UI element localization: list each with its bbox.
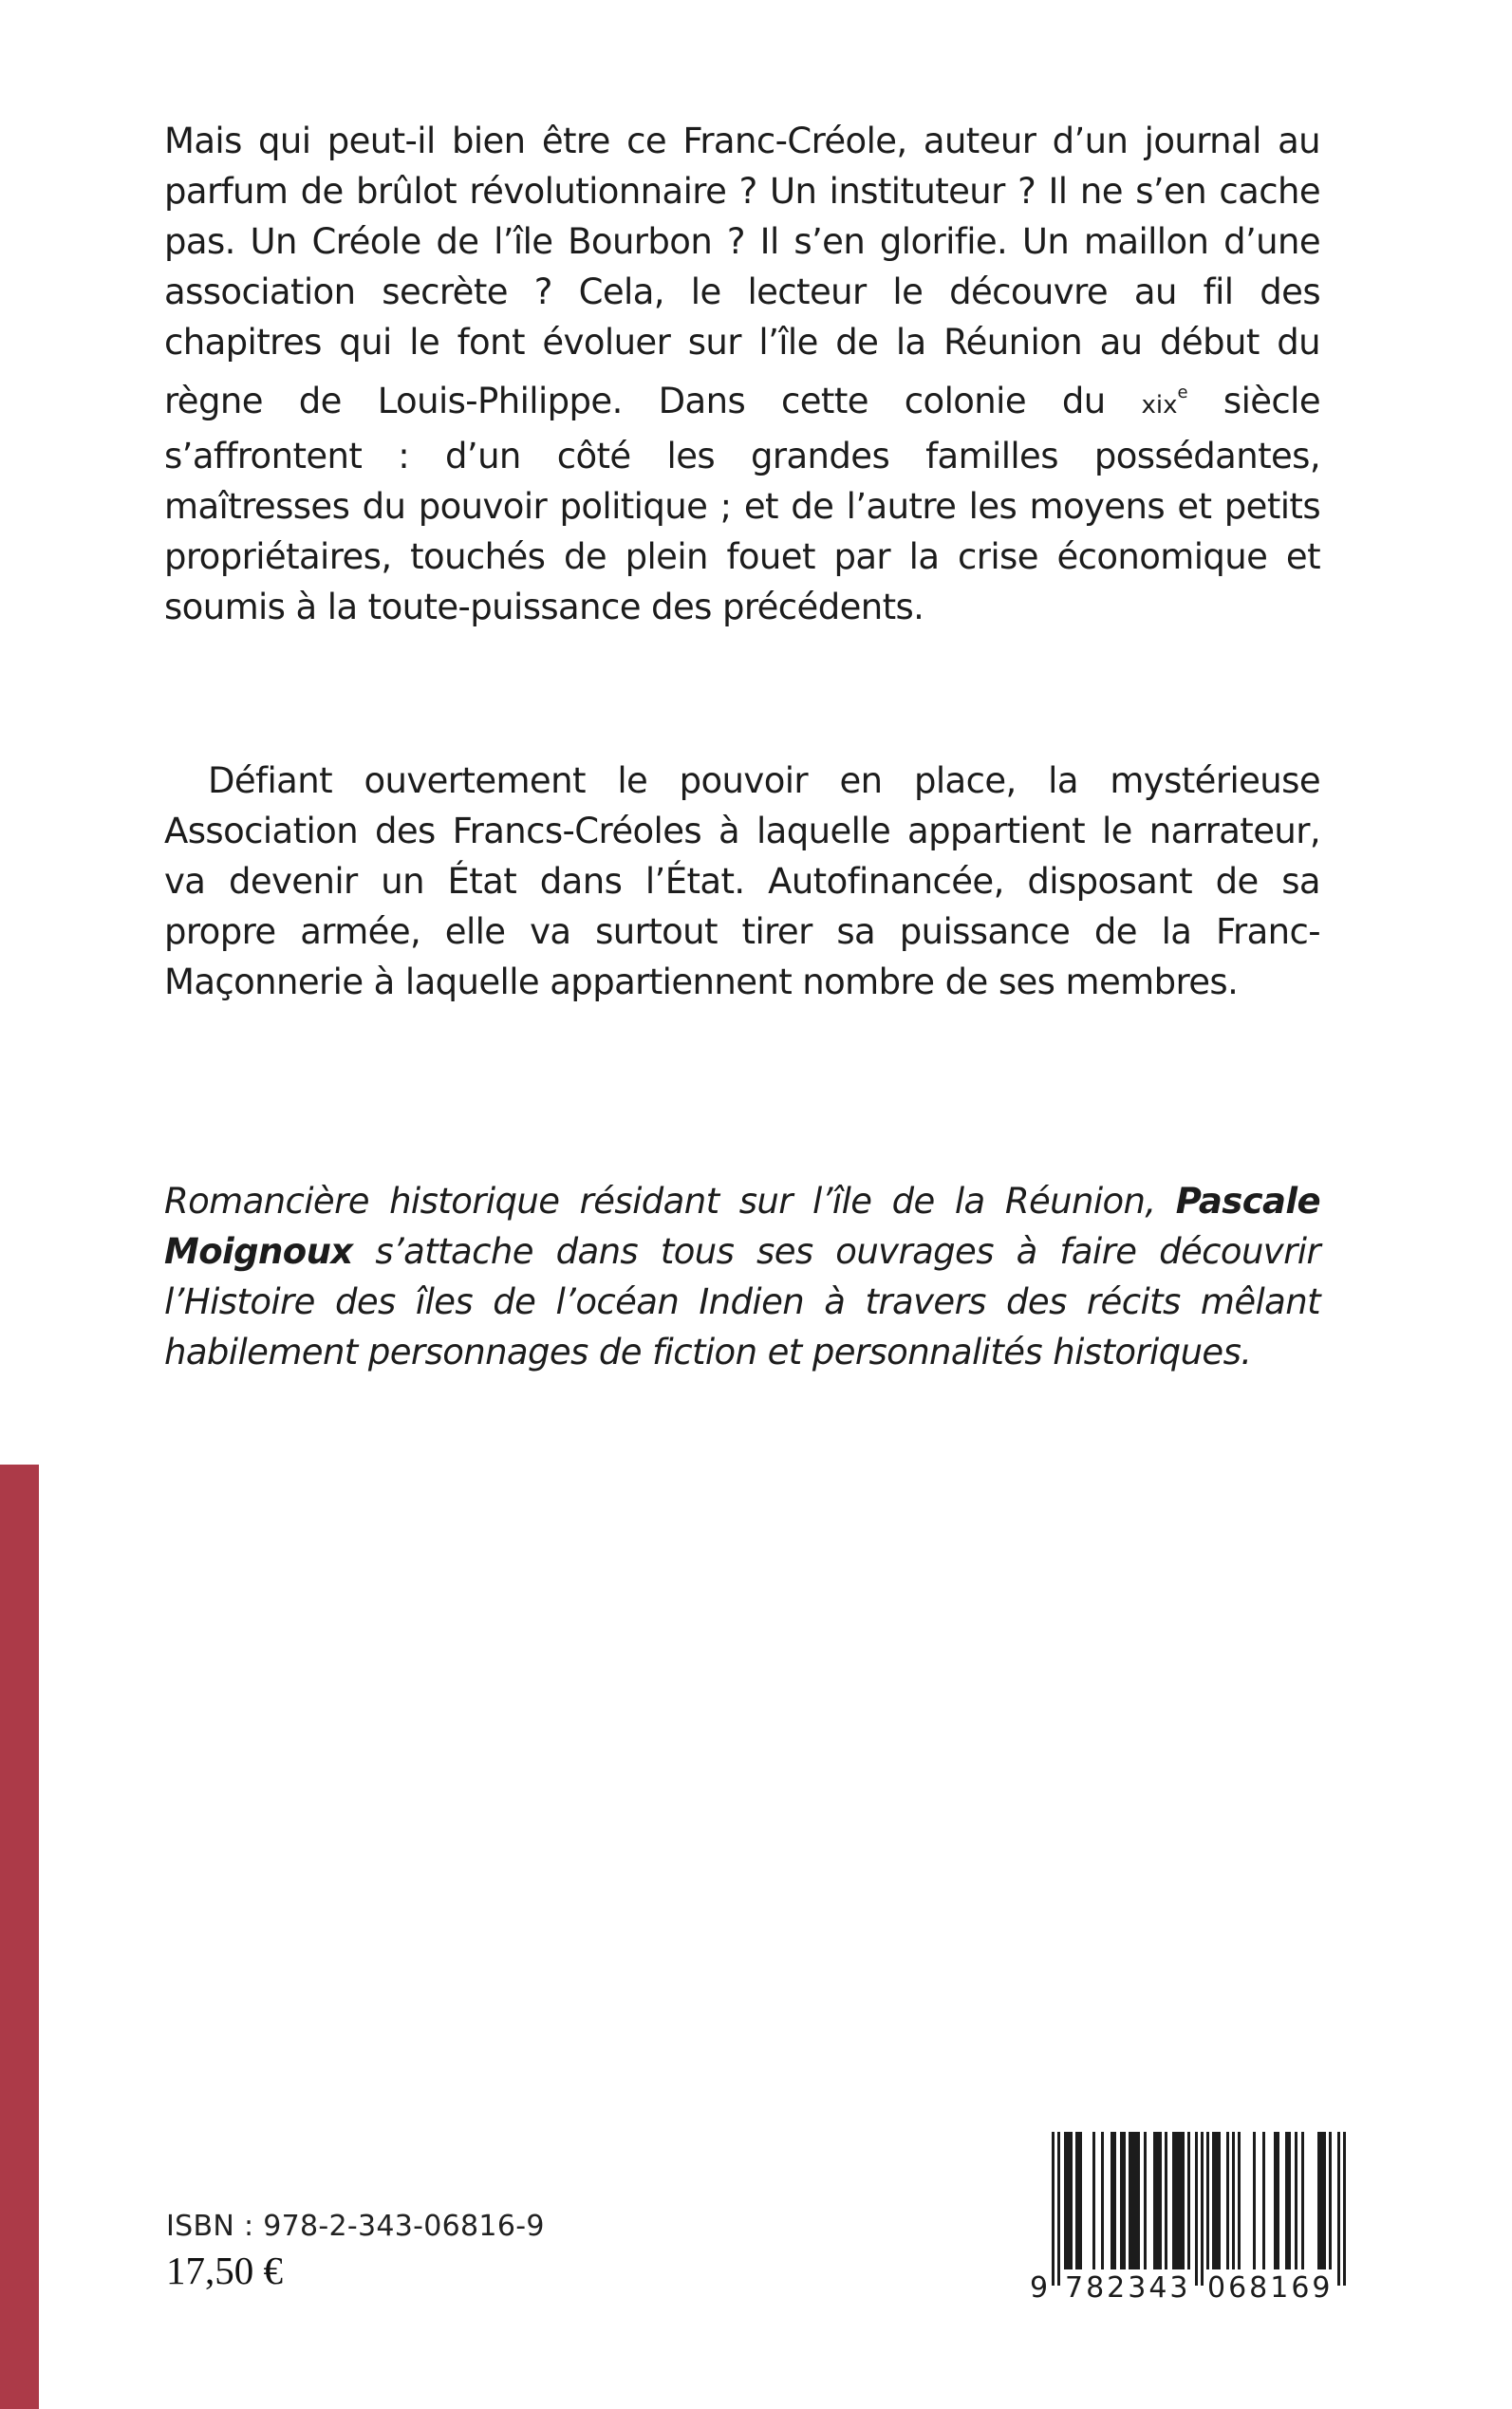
synopsis-text-part2: siècle s’affrontent : d’un côté les grandes familles possédantes, maîtresses du pouvoir politique ; et de l’autre les moyens et petits propriétaires, touchés de plein fouet par la crise économique et soumis à la toute-puissance des précédents.	[164, 381, 1320, 627]
synopsis-paragraph-1	[164, 116, 1320, 632]
spine-color-bar	[0, 1465, 39, 2409]
author-bio	[164, 1176, 1320, 1377]
synopsis-text: Défiant ouvertement le pouvoir en place, la mystérieuse Association des Francs-Créoles à laquelle appartient le narrateur, va devenir un État dans l’État. Autofinancée, disposant de sa propre armée, elle va surtout tirer sa puissance de la Franc-Maçonnerie à laquelle appartiennent nombre de ses membres.	[164, 760, 1320, 1002]
barcode-first-digit: 9	[1030, 2271, 1052, 2305]
century-numeral: xix	[1141, 391, 1178, 420]
synopsis-text-part1: Mais qui peut-il bien être ce Franc-Créole, auteur d’un journal au parfum de brûlot révolutionnaire ? Un instituteur ? Il ne s’en cache pas. Un Créole de l’île Bourbon ? Il s’en glorifie. Un maillon d’une association secrète ? Cela, le lecteur le découvre au fil des chapitres qui le font évoluer sur l’île de la Réunion au début du règne de Louis-Philippe. Dans cette colonie du	[164, 121, 1320, 421]
synopsis-paragraph-2	[164, 756, 1320, 1007]
barcode-left-digits: 782343	[1065, 2271, 1191, 2305]
author-name: Pascale Moignoux	[164, 1181, 1320, 1272]
century-superscript: e	[1177, 383, 1187, 402]
bio-text-after: s’attache dans tous ses ouvrages à faire découvrir l’Histoire des îles de l’océan Indien à travers des récits mêlant habilement personnages de fiction et personnalités historiques.	[164, 1231, 1320, 1373]
price-label: 17,50 €	[166, 2249, 283, 2292]
isbn-label: ISBN : 978-2-343-06816-9	[166, 2210, 545, 2243]
bio-text-before: Romancière historique résidant sur l’île de la Réunion,	[164, 1181, 1176, 1222]
barcode-right-digits: 068169	[1207, 2271, 1334, 2305]
